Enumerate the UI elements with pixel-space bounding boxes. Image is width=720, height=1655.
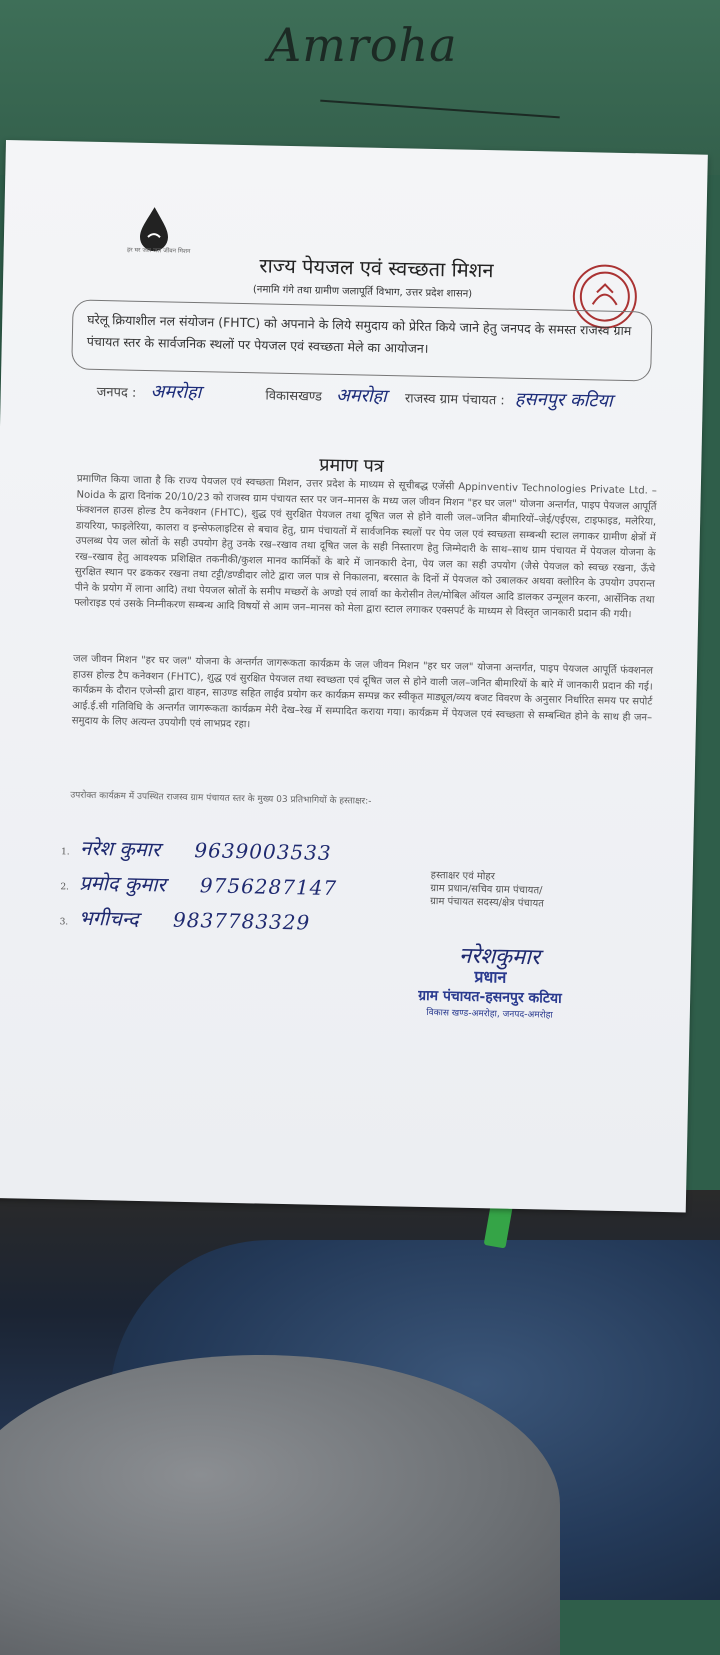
block-label: विकासखण्ड: [265, 388, 323, 405]
participant-name: प्रमोद कुमार: [79, 870, 166, 897]
document-subtitle: (नमामि गंगे तथा ग्रामीण जलापूर्ति विभाग, उत्तर प्रदेश शासन): [252, 284, 473, 300]
participant-name: नरेश कुमार: [79, 835, 161, 862]
banner-text: घरेलू क्रियाशील नल संयोजन (FHTC) को अपनाने के लिये समुदाय को प्रेरित किये जाने हेतु जनपद के समस्त राजस्व ग्राम पंचायत स्तर के सार्वजनिक स्थलों पर पेयजल एवं स्वच्छता मेले का आयोजन।: [86, 311, 632, 356]
participant-name: भगीचन्द: [78, 905, 139, 931]
pradhan-signature: नरेशकुमार: [458, 943, 541, 971]
signature-instructions: हस्ताक्षर एवं मोहर ग्राम प्रधान/सचिव ग्राम पंचायत/ ग्राम पंचायत सदस्य/क्षेत्र पंचायत: [430, 870, 545, 910]
participant-phone: 9756287147: [199, 873, 338, 901]
participant-phone: 9639003533: [194, 838, 332, 865]
certificate-heading: प्रमाण पत्र: [319, 454, 385, 477]
district-label: जनपद :: [96, 384, 137, 401]
panchayat-value: हसनपुर कटिया: [514, 388, 613, 412]
participant-row: 2. प्रमोद कुमार 9756287147: [60, 870, 338, 901]
document-title: राज्य पेयजल एवं स्वच्छता मिशन: [259, 253, 494, 283]
participant-row: 3. भगीचन्द 9837783329: [59, 905, 311, 935]
logo-caption: हर घर जल जल जीवन मिशन: [126, 246, 191, 255]
certificate-document: [0, 140, 708, 1212]
certificate-paragraph-1: प्रमाणित किया जाता है कि राज्य पेयजल एवं स्वच्छता मिशन, उत्तर प्रदेश के माध्यम से सूचीबद्ध एजेंसी Appinventiv Technologies Private Ltd. – Noida के द्वारा दिनांक 20/10/23 को राजस्व ग्राम पंचायत स्तर पर जन–मानस के मध्य जल जीवन मिशन "हर घर जल" योजना अन्तर्गत, पाइप पेयजल आपूर्ति फंक्शनल हाउस होल्ड टैप कनेक्शन (FHTC), शुद्ध एवं सुरक्षित पेयजल तथा दूषित जल से होने वाली जल–जनित बीमारियों–जेई/एईएस, टाइफाइड, मलेरिया, डायरिया, फाइलेरिया, कालरा व इन्सेफलाइटिस से बचाव हेतु, ग्राम पंचायतों में सार्वजनिक स्थलों पर पेय जल एवं स्वच्छता सम्बन्धी स्टाल लगाकर ग्रामीण क्षेत्रों में उपलब्ध पेय जल स्रोतों के सही उपयोग हेतु उनके रख–रखाव तथा दूषित जल के सही निस्तारण हेतु जिम्मेदारी के साथ–साथ ग्राम पंचायत में पेयजल योजना के रख–रखाव हेतु आवश्यक प्रशिक्षित तकनीकी/कुशल मानव कार्मिकों के बारे में जानकारी देना, पेय जल का सही उपयोग (जैसे पेयजल को स्वच्छ रखना, ऊँचे सुरक्षित स्थान पर ढककर रखना तथा टट्टी/डण्डीदार लोटे द्वारा जल पात्र से निकालना, बरसात के दिनों में पेयजल को उबालकर अथवा क्लोरिन के उपयोग उपरान्त पीने के प्रयोग में लाना आदि) तथा पेयजल स्रोतों के समीप मच्छरों के अण्डो एवं लार्वा का केरोसीन तेल/मोबिल ऑयल आदि डालकर उन्मूलन करना, आर्सेनिक तथा फ्लोराइड एवं उसके निम्नीकरण सम्बन्ध आदि विषयों से आम जन–मानस को मेला द्वारा स्टाल लगाकर एक्सपर्ट के माध्यम से विस्तृत जानकारी प्रदान की गयी।: [74, 473, 657, 621]
grey-cloth: [0, 1355, 560, 1655]
pradhan-stamp: प्रधान ग्राम पंचायत-हसनपुर कटिया विकास खण्ड-अमरोहा, जनपद-अमरोहा: [417, 966, 562, 1021]
participant-row: 1. नरेश कुमार 9639003533: [60, 835, 332, 865]
board-handwritten-label: Amroha: [268, 18, 458, 72]
location-fields: [97, 378, 697, 415]
participants-note: उपरोक्त कार्यक्रम में उपस्थित राजस्व ग्राम पंचायत स्तर के मुख्य 03 प्रतिभागियों के हस्ताक्षर:-: [70, 790, 372, 807]
event-banner: [71, 299, 652, 381]
block-value: अमरोहा: [335, 384, 388, 408]
panchayat-label: राजस्व ग्राम पंचायत :: [404, 391, 505, 409]
district-value: अमरोहा: [150, 381, 202, 404]
certificate-paragraph-2: जल जीवन मिशन "हर घर जल" योजना के अन्तर्गत जागरूकता कार्यक्रम के जल जीवन मिशन "हर घर जल" योजना अन्तर्गत, पाइप पेयजल आपूर्ति फंक्शनल हाउस होल्ड टैप कनेक्शन (FHTC), शुद्ध एवं सुरक्षित पेयजल तथा स्वच्छता एवं दूषित जल से होने वाली जल–जनित बीमारियों के बारे में जानकारी प्रदान की गई। कार्यक्रम के दौरान एजेन्सी द्वारा वाहन, साउण्ड सहित लाईव प्रयोग कर कार्यक्रम सम्पन्न कर स्वीकृत माड्यूल/व्यय बजट विवरण के अनुसार निर्धारित समय पर सपोर्ट आई.ई.सी गतिविधि के अन्तर्गत जागरूकता कार्यक्रम मेरी देख–रेख में सम्पादित कराया गया। कार्यक्रम में पेयजल एवं स्वच्छता से सम्बन्धित होने के साथ ही जन–समुदाय के लिए अत्यन्त उपयोगी एवं लाभप्रद रहा।: [71, 653, 654, 731]
participant-signatures: [59, 833, 338, 944]
participant-phone: 9837783329: [172, 907, 311, 935]
